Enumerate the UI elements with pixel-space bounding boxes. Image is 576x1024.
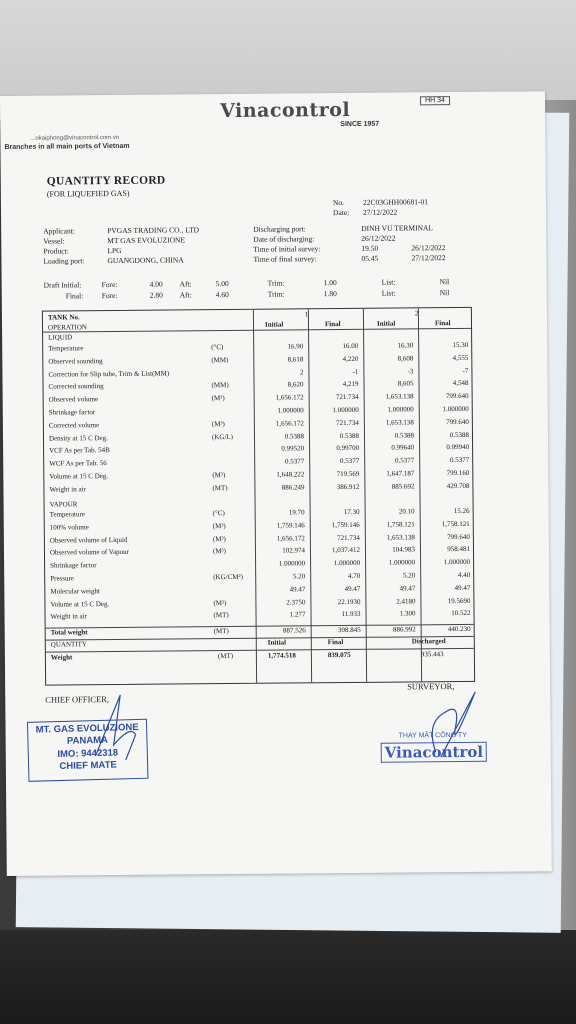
row-value: 4.40 — [457, 570, 471, 580]
row-label: Volume at 15 C Deg. — [50, 599, 110, 609]
row-unit: (°C) — [212, 509, 225, 518]
row-value: 1,656.172 — [276, 533, 305, 543]
row-label: Shrinkage factor — [48, 408, 96, 417]
row-value: 8,618 — [287, 355, 304, 364]
row-value: 15.30 — [452, 340, 469, 350]
row-label: Correction for Slip tube, Trim & List(MM) — [48, 369, 170, 379]
row-value: 49.47 — [344, 584, 361, 593]
row-value: -3 — [407, 366, 414, 376]
email-line: ...okaiphong@vinacontrol.com.vn — [30, 134, 120, 142]
surveyor-signature — [405, 682, 496, 763]
surveyor-label: SURVEYOR, — [407, 681, 455, 692]
row-value: 440.230 — [447, 624, 471, 634]
q-initial-label: Initial — [267, 638, 287, 647]
row-value: 0.99940 — [446, 443, 470, 452]
row-value: 4,555 — [452, 353, 469, 362]
row-value: 0.5377 — [449, 456, 470, 465]
row-label: Molecular weight — [50, 586, 100, 596]
row-value: 1.000000 — [278, 559, 306, 568]
fore-label-1: Fore: — [101, 279, 118, 290]
initial-fore: 4.00 — [149, 279, 163, 289]
aft-label-1: Aft: — [179, 279, 192, 289]
tank-no-label: TANK No. — [47, 313, 80, 322]
row-value: 1,653.138 — [385, 418, 414, 427]
vapour-section-label: VAPOUR — [49, 500, 78, 509]
row-value: 5.20 — [292, 572, 306, 581]
row-value: 0.99520 — [281, 444, 305, 453]
info-right-value2: 27/12/2022 — [411, 253, 446, 263]
row-unit: (MM) — [211, 355, 229, 364]
chief-officer-signature — [75, 685, 156, 766]
row-value: 886.249 — [281, 483, 305, 492]
mate-stamp-line-2: PANAMA — [66, 735, 109, 748]
info-right-label: Time of final survey: — [253, 254, 317, 264]
row-unit: (M³) — [212, 521, 226, 530]
draft-final-label: Final: — [65, 291, 84, 301]
info-left-label: Vessel: — [43, 236, 65, 246]
row-value: 1.000000 — [332, 405, 359, 415]
row-label: VCF As per Tab. 54B — [49, 446, 110, 455]
liquid-section-label: LIQUID — [48, 333, 73, 342]
row-unit: (MT) — [212, 483, 228, 492]
row-value: 0.5377 — [394, 456, 415, 465]
row-label: Weight in air — [49, 485, 86, 494]
row-value: 721.734 — [337, 533, 360, 542]
vinacontrol-logo: Vinacontrol — [220, 98, 351, 123]
no-value: 22C03GHH00681-01 — [362, 197, 428, 207]
row-value: 887.526 — [282, 626, 306, 635]
row-value: 0.5388 — [394, 430, 415, 440]
row-value: 1.277 — [289, 610, 306, 619]
row-label: Corrected sounding — [48, 382, 104, 391]
info-left-value: LPG — [107, 245, 122, 256]
tank1-label: 1 — [304, 310, 309, 319]
row-value: 19.5690 — [447, 596, 471, 605]
row-value: 885.692 — [391, 482, 415, 491]
row-unit: (°C) — [211, 343, 224, 352]
info-right-label: Date of discharging: — [253, 234, 315, 244]
final-header-1: Final — [324, 320, 341, 329]
row-value: 0.5388 — [339, 431, 360, 440]
row-label: Observed volume — [48, 395, 99, 404]
row-unit: (MT) — [213, 627, 229, 636]
row-value: 799.160 — [446, 468, 470, 478]
info-left-value: GUANGDONG, CHINA — [107, 255, 184, 266]
q-discharged-label: Discharged — [411, 637, 446, 646]
fore-label-2: Fore: — [101, 290, 118, 301]
branches-line: Branches in all main ports of Vietnam — [4, 142, 130, 151]
row-value: 799.640 — [445, 392, 469, 401]
row-value: 1,758.121 — [386, 520, 415, 529]
row-label: Corrected volume — [48, 420, 100, 430]
trim-label-2: Trim: — [267, 289, 285, 299]
row-label: Density at 15 C Deg. — [48, 433, 108, 443]
info-left-label: Applicant: — [43, 226, 75, 236]
row-value: 1,653.138 — [386, 532, 415, 542]
row-value: 719.569 — [336, 469, 360, 479]
row-value: 11.933 — [341, 610, 361, 619]
row-value: 1,759.146 — [276, 521, 305, 530]
row-unit: (MM) — [211, 381, 229, 390]
row-value: 17.30 — [343, 507, 360, 517]
initial-aft: 5.00 — [215, 279, 229, 289]
row-unit: (M³) — [213, 598, 227, 607]
row-label: Weight in air — [50, 612, 87, 621]
no-label: No. — [332, 198, 345, 208]
row-value: 1.000000 — [388, 558, 416, 567]
row-value: 19.70 — [288, 508, 305, 517]
row-value: 398.845 — [337, 625, 361, 635]
row-unit: (M³) — [212, 471, 226, 480]
row-unit: (MT) — [213, 611, 229, 620]
q-final-label: Final — [327, 638, 344, 647]
mate-stamp-line-3: IMO: 9442318 — [57, 747, 119, 760]
row-unit: (M³) — [211, 419, 225, 428]
row-value: 386.912 — [336, 482, 360, 491]
info-left-label: Loading port: — [43, 256, 85, 266]
row-value: 1,648.222 — [276, 470, 305, 479]
row-unit: (KG/CM²) — [213, 572, 243, 582]
row-value: 4,220 — [342, 354, 359, 363]
row-value: 1,656.172 — [275, 419, 304, 428]
quantity-label: QUANTITY — [50, 640, 87, 649]
row-value: 8,620 — [287, 380, 304, 389]
weight-initial: 1,774.518 — [267, 651, 296, 660]
row-value: 22.1930 — [337, 597, 361, 606]
row-value: 104.983 — [392, 545, 416, 554]
info-right-value2: 26/12/2022 — [411, 243, 446, 253]
row-value: 1.000000 — [277, 406, 304, 415]
row-value: 0.99700 — [336, 444, 360, 453]
row-value: 1.000000 — [443, 558, 471, 567]
row-label: Observed sounding — [48, 356, 103, 366]
row-value: 16.30 — [397, 341, 414, 350]
row-unit: (M³) — [211, 394, 225, 403]
list-final: Nil — [439, 288, 450, 298]
row-value: 4,219 — [342, 380, 359, 389]
info-left-label: Product: — [43, 246, 69, 256]
row-value: -1 — [352, 367, 359, 376]
stamp-top-text: THAY MẶT CÔNG TY — [398, 731, 467, 740]
tank2-label: 2 — [414, 309, 419, 318]
row-value: 8,608 — [397, 354, 414, 363]
row-value: 0.5377 — [339, 457, 360, 466]
row-value: 1,656.172 — [275, 393, 304, 402]
row-value: 0.5388 — [284, 431, 305, 441]
row-value: 886.992 — [392, 625, 416, 634]
row-value: 429.708 — [446, 481, 470, 490]
list-initial: Nil — [439, 277, 450, 287]
row-value: 1.000000 — [387, 405, 414, 414]
mate-stamp-line-4: CHIEF MATE — [59, 759, 117, 773]
row-value: 49.47 — [454, 583, 471, 592]
info-left-value: MT GAS EVOLUZIONE — [107, 235, 186, 246]
row-value: 4,548 — [452, 379, 469, 388]
row-label: Temperature — [48, 344, 84, 353]
trim-initial: 1.00 — [323, 278, 337, 288]
doc-title: QUANTITY RECORD — [46, 174, 166, 188]
row-value: 5.20 — [402, 571, 416, 580]
background-bottom — [0, 930, 576, 1024]
date-value: 27/12/2022 — [362, 207, 398, 217]
quantity-table — [42, 307, 475, 686]
row-value: 1,758.121 — [441, 519, 470, 528]
stamp-brand: Vinacontrol — [381, 742, 487, 763]
row-value: 16.90 — [287, 342, 304, 351]
doc-subtitle: (FOR LIQUEFIED GAS) — [46, 188, 130, 199]
row-value: 0.5377 — [284, 457, 305, 466]
row-label: Observed volume of Vapour — [49, 548, 130, 557]
row-label: Observed volume of Liquid — [49, 535, 128, 545]
aft-label-2: Aft: — [179, 290, 192, 300]
info-right-value: 19.50 — [361, 243, 379, 253]
trim-label-1: Trim: — [267, 278, 285, 288]
info-right-value: 05.45 — [361, 253, 379, 263]
final-header-2: Final — [434, 319, 451, 328]
row-value: 799.640 — [447, 532, 470, 541]
row-value: 2.3750 — [286, 597, 306, 607]
info-right-value: DINH VU TERMINAL — [361, 223, 434, 233]
row-value: 1,759.146 — [331, 520, 360, 529]
row-label: WCF As per Tab. 56 — [49, 459, 107, 468]
list-label-1: List: — [381, 277, 396, 287]
row-value: 49.47 — [399, 584, 416, 593]
info-right-label: Time of initial survey: — [253, 244, 321, 254]
row-value: 958.481 — [447, 545, 471, 554]
row-value: 1,037.412 — [331, 546, 361, 555]
row-value: 1,647.187 — [386, 469, 415, 478]
info-right-label: Discharging port: — [253, 224, 306, 234]
chief-officer-label: CHIEF OFFICER, — [45, 694, 110, 705]
row-value: 15.26 — [453, 506, 470, 516]
row-unit: (M³) — [212, 534, 226, 543]
row-unit: (M³) — [212, 547, 227, 556]
row-value: 1.000000 — [442, 404, 469, 414]
row-value: 1,653.138 — [385, 392, 414, 401]
row-label: 100% volume — [49, 523, 89, 532]
date-label: Date: — [332, 207, 350, 218]
row-value: 2 — [299, 367, 304, 376]
row-value: 49.47 — [289, 585, 306, 594]
trim-final: 1.80 — [323, 289, 337, 299]
row-value: 721.734 — [336, 418, 359, 427]
row-value: 799.640 — [446, 417, 469, 426]
row-label: Temperature — [49, 510, 85, 519]
row-label: Volume at 15 C Deg. — [49, 472, 109, 481]
row-value: -7 — [462, 366, 469, 375]
row-value: 721.734 — [335, 393, 359, 402]
initial-header-1: Initial — [264, 320, 284, 329]
row-value: 2.4180 — [396, 596, 416, 606]
row-label: Pressure — [50, 574, 74, 583]
row-value: 20.10 — [398, 507, 415, 516]
weight-discharged: 935.443 — [420, 650, 444, 659]
row-label: Shrinkage factor — [50, 561, 97, 570]
since-label: SINCE 1957 — [340, 120, 380, 129]
weight-label: Weight — [50, 653, 73, 662]
row-label: Total weight — [50, 628, 88, 637]
final-aft: 4.60 — [215, 290, 229, 300]
doc-tag: HH 34 — [420, 96, 450, 105]
draft-initial-label: Draft Initial: — [43, 280, 82, 290]
row-value: 4.70 — [347, 571, 361, 580]
row-value: 0.5388 — [449, 430, 470, 439]
row-value: 0.99640 — [391, 443, 415, 452]
operation-label: OPERATION — [47, 323, 87, 332]
quantity-record-sheet — [0, 91, 552, 876]
initial-header-2: Initial — [376, 319, 396, 328]
row-value: 1.000000 — [333, 559, 361, 568]
row-unit: (KG/L) — [211, 432, 234, 441]
row-value: 10.522 — [451, 609, 471, 618]
list-label-2: List: — [381, 288, 396, 298]
row-value: 1.300 — [399, 609, 416, 618]
info-left-value: PVGAS TRADING CO., LTD — [107, 225, 200, 236]
info-right-value: 26/12/2022 — [361, 233, 396, 243]
weight-final: 839.075 — [327, 650, 351, 660]
mate-stamp-line-1: MT. GAS EVOLUZIONE — [35, 721, 139, 736]
row-value: 16.00 — [342, 341, 359, 351]
weight-unit: (MT) — [217, 651, 234, 661]
row-value: 102.974 — [282, 546, 306, 555]
row-value: 8,605 — [397, 379, 414, 388]
final-fore: 2.80 — [149, 290, 163, 300]
